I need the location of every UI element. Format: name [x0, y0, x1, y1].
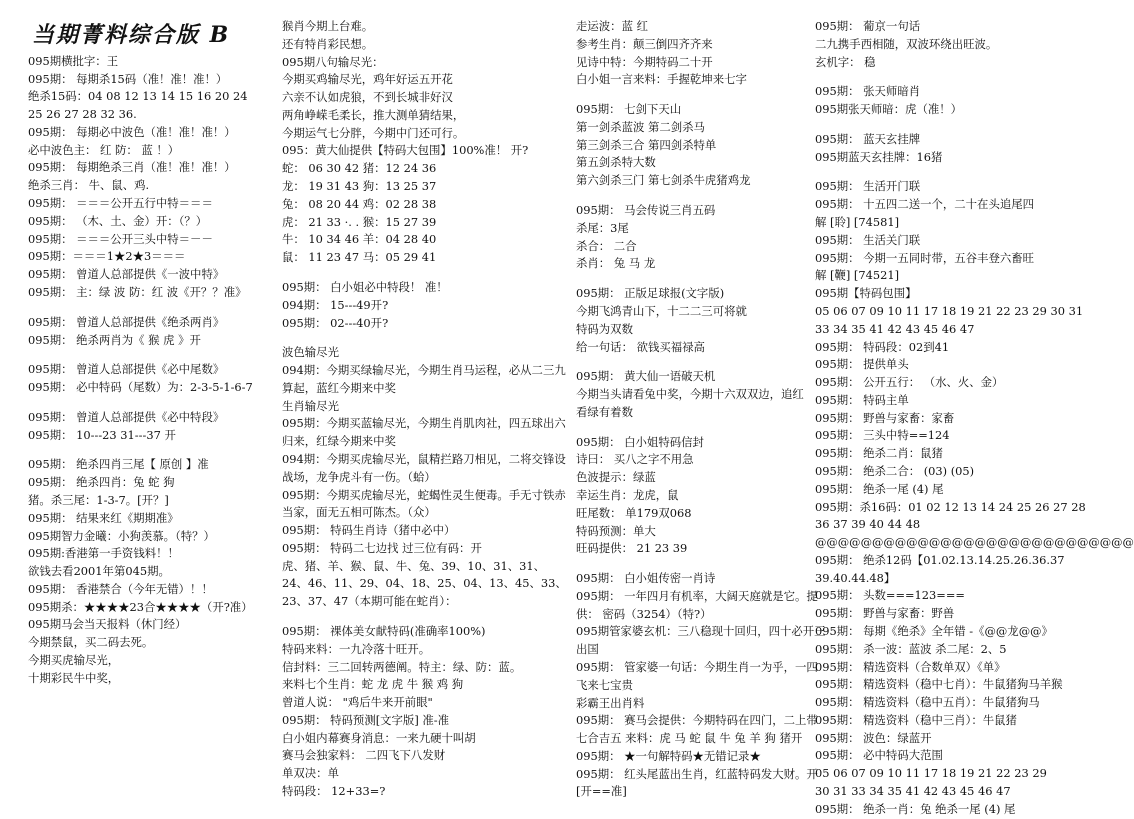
- text-line: 今期运气七分胖，今期中门还可行。: [282, 125, 465, 140]
- text-line: 杀肖： 兔 马 龙: [576, 256, 656, 271]
- text-line: 095期： ★一句解特码★无错记录★: [576, 748, 761, 763]
- spacer: [28, 349, 268, 361]
- text-line: 算起，蓝红今期来中奖: [282, 380, 396, 395]
- text-line: 095期： 葡京一句话: [815, 19, 921, 33]
- text-line: 095期： 正版足球报(文字版): [576, 286, 725, 301]
- spacer: [576, 190, 808, 202]
- text-line: 十期彩民牛中奖，: [28, 670, 120, 685]
- text-line: 095期： 绝杀四肖三尾【 原创 】准: [28, 457, 209, 472]
- text-line: 095期： 必中特码（尾数）为：2-3-5-1-6-7: [28, 380, 253, 395]
- text-line: 095期： 曾道人总部提供《必中尾数》: [28, 362, 225, 377]
- text-line: 095期： 绝杀四肖：兔 蛇 狗: [28, 475, 175, 490]
- text-line: 战场，龙争虎斗有一伤。（蛤）: [282, 469, 436, 484]
- text-line: @@@@@@@@@@@@@@@@@@@@@@@@@@@@: [815, 535, 1134, 550]
- text-line: 095期： ＝＝＝公开三头中特＝－－: [28, 231, 213, 246]
- text-line: 095期： 提供单头: [815, 357, 909, 372]
- text-line: 095期： 精选资料（稳中七肖）：牛鼠猪狗马羊猴: [815, 677, 1063, 692]
- text-line: 095期： 特码二七边找 过三位有码：开: [282, 540, 482, 555]
- text-line: 095期： 绝杀一尾 (4) 尾: [815, 481, 944, 496]
- text-line: 33 34 35 41 42 43 45 46 47: [815, 321, 975, 336]
- text-line: 095期： 绝杀二肖：鼠猪: [815, 446, 943, 461]
- text-line: 虎： 21 33 ·. . 猴：15 27 39: [282, 214, 437, 229]
- text-line: 龙： 19 31 43 狗：13 25 37: [282, 179, 437, 194]
- text-line: 095期： 生活开门联: [815, 179, 921, 194]
- text-line: 095期： 蓝天玄挂牌: [815, 131, 921, 146]
- text-line: 095期： ＝＝＝公开五行中特＝＝＝: [28, 196, 213, 211]
- text-line: 095期： 精选资料（稳中五肖）：牛鼠猪狗马: [815, 695, 1040, 710]
- text-line: 095期： 裸体美女献特码(准确率100%): [282, 624, 486, 638]
- text-line: 25 26 27 28 32 36.: [28, 107, 137, 122]
- text-line: 第五剑杀特大数: [576, 155, 656, 170]
- text-line: 095期： 马会传说三肖五码: [576, 203, 716, 218]
- text-line: 杀合： 二合: [576, 238, 637, 253]
- text-line: 特码预测：单大: [576, 523, 656, 538]
- spacer: [576, 558, 808, 570]
- text-line: 猴肖今期上台难。: [282, 19, 374, 33]
- text-line: 095期： 绝杀两肖为《 猴 虎 》开: [28, 332, 201, 347]
- spacer: [282, 267, 550, 279]
- column-3: [576, 18, 826, 801]
- text-line: 05 06 07 09 10 11 17 18 19 21 22 23 29: [815, 766, 1047, 781]
- text-line: 095期： （木、土、金）开：（？）: [28, 213, 208, 228]
- text-line: 095期： 杀一波：蓝波 杀二尾：2、5: [815, 641, 1007, 656]
- text-line: 出国: [576, 642, 599, 657]
- text-line: 白小姐内幕赛身消息：一来九硬十叫胡: [282, 730, 476, 745]
- text-line: 095期： 白小姐传密一肖诗: [576, 571, 716, 586]
- spacer: [576, 89, 808, 101]
- text-line: 095期： 赛马会提供：今期特码在四门，二上带: [576, 713, 818, 728]
- spacer: [815, 119, 1073, 131]
- text-line: 095期【特码包围】: [815, 286, 917, 301]
- text-line: 095期蓝天玄挂牌：16猪: [815, 149, 943, 164]
- text-line: 第六剑杀三门 第七剑杀牛虎猪鸡龙: [576, 173, 751, 188]
- text-line: 095期： 绝杀一肖：兔 绝杀一尾 (4) 尾: [815, 801, 1016, 816]
- text-line: 诗曰： 买八之字不用急: [576, 452, 694, 467]
- spacer: [282, 611, 550, 623]
- text-line: 今期买虎输尽光，: [28, 653, 120, 668]
- text-line: 旺码提供： 21 23 39: [576, 541, 688, 556]
- text-line: 归来，红绿今期来中奖: [282, 434, 396, 449]
- text-line: 来料七个生肖：蛇 龙 虎 牛 猴 鸡 狗: [282, 677, 464, 692]
- text-line: [开==准]: [576, 784, 627, 799]
- text-line: 094期：今期买虎输尽光，鼠精拦路刀相见，二将交锋设: [282, 451, 566, 466]
- spacer: [282, 332, 550, 344]
- text-line: 095期： 10---23 31---37 开: [28, 427, 176, 442]
- text-line: 蛇： 06 30 42 猪：12 24 36: [282, 161, 437, 176]
- text-line: 还有特肖彩民想。: [282, 36, 374, 51]
- text-line: 杀尾：3尾: [576, 220, 629, 235]
- column-1: [28, 18, 268, 688]
- text-line: 095期： 每期绝杀三肖（准！准！准！）: [28, 160, 236, 175]
- text-line: 两角峥嵘毛柔长，推大测单猜结果，: [282, 107, 465, 122]
- text-line: 第一剑杀蓝波 第二剑杀马: [576, 119, 705, 134]
- text-line: 牛： 10 34 46 羊：04 28 40: [282, 232, 437, 247]
- text-line: 特码来料：一九冷落十旺开。: [282, 641, 431, 656]
- text-line: 兔： 08 20 44 鸡：02 28 38: [282, 196, 437, 211]
- text-line: 095期马会当天报料（休门经）: [28, 617, 187, 632]
- text-line: 彩霸王出肖料: [576, 695, 645, 710]
- text-line: 095期：＝＝＝1★2★3＝＝＝: [28, 249, 186, 264]
- text-line: 走运波：蓝 红: [576, 19, 648, 33]
- text-line: 必中波色主： 红 防： 蓝 ！）: [28, 142, 180, 157]
- text-line: 绝杀15码：04 08 12 13 14 15 16 20 24: [28, 89, 248, 104]
- text-line: 绝杀三肖： 牛、鼠、鸡.: [28, 178, 150, 193]
- text-line: 095期： 头数===123===: [815, 588, 965, 603]
- text-line: 05 06 07 09 10 11 17 18 19 21 22 23 29 30 31: [815, 303, 1084, 318]
- text-line: 二九携手西相随，双波环绕出旺波。: [815, 36, 998, 51]
- column-2: [282, 18, 567, 801]
- text-line: 095期： 主：绿 波 防：红 波《开？？准》: [28, 284, 247, 299]
- text-line: 今期飞鸿青山下，十二二三可将就: [576, 303, 747, 318]
- text-line: 095期： 一年四月有机率，大阔天庭就是它。提: [576, 588, 818, 603]
- text-line: 波色输尽光: [282, 345, 339, 360]
- spacer: [815, 71, 1073, 83]
- text-line: 095期： 每期《绝杀》全年错 -《@@龙@@》: [815, 624, 1053, 638]
- text-line: 供： 密码（3254）（特?）: [576, 606, 712, 621]
- text-line: 给一句话： 欲钱买福禄高: [576, 339, 705, 354]
- spacer: [576, 273, 808, 285]
- text-line: 095期： 野兽与家畜：家畜: [815, 410, 955, 425]
- text-line: 095期： 公开五行： （水、火、金）: [815, 375, 1004, 390]
- text-line: 095期： 白小姐必中特段！ 准！: [282, 279, 448, 294]
- text-line: 095期： 结果来红《期期准》: [28, 510, 179, 525]
- text-line: 095期智力金曦：小狗羡慕。（特？）: [28, 528, 215, 543]
- text-line: 欲钱去看2001年第045期。: [28, 564, 170, 579]
- text-line: 幸运生肖：龙虎，鼠: [576, 487, 679, 502]
- spacer: [28, 444, 268, 456]
- text-line: 当家，面无五相可陈杰。（众）: [282, 505, 436, 520]
- text-line: 生肖输尽光: [282, 398, 339, 413]
- text-line: 六亲不认如虎狼，不到长城非好汉: [282, 90, 453, 105]
- text-line: 095期： 绝杀12码【01.02.13.14.25.26.36.37: [815, 552, 1065, 567]
- text-line: 095期： 今期一五同时带，五谷丰登六畜旺: [815, 250, 1035, 265]
- text-line: 白小姐一言来料：手握乾坤来七字: [576, 72, 747, 87]
- sheet-title: 当期菁料综合版 B: [32, 22, 231, 48]
- text-line: 猪。杀三尾：1-3-7。[开？]: [28, 492, 169, 507]
- text-line: 旺尾数： 单179双068: [576, 505, 692, 520]
- text-line: 信封料：三二回转两德阐。特主：绿、防：蓝。: [282, 659, 522, 674]
- text-line: 095期横批字：王: [28, 53, 119, 68]
- text-line: 玄机字： 稳: [815, 54, 876, 69]
- text-line: 见诗中特：今期特码二十开: [576, 54, 713, 69]
- column-4: [815, 18, 1134, 819]
- text-line: 095期： 特码段：02到41: [815, 339, 950, 354]
- text-line: 色波提示：绿蓝: [576, 470, 656, 485]
- text-line: 095期： 管家婆一句话：今期生肖一为乎，一四: [576, 660, 818, 674]
- spacer: [28, 397, 268, 409]
- text-line: 第三剑杀三合 第四剑杀特单: [576, 137, 717, 152]
- text-line: 095期： 曾道人总部提供《绝杀两肖》: [28, 314, 225, 329]
- text-line: 095期： 曾道人总部提供《必中特段》: [28, 409, 225, 424]
- text-line: 095期：今期买虎输尽光，蛇蝎性灵生便毒。手无寸铁赤: [282, 487, 566, 502]
- text-line: 095期： 张天师暗肖: [815, 84, 921, 99]
- spacer: [576, 356, 808, 368]
- text-line: 七合吉五 来料：虎 马 蛇 鼠 牛 兔 羊 狗 猪开: [576, 731, 803, 746]
- text-line: 095期： 香港禁合（今年无错）！！: [28, 581, 213, 596]
- text-line: 曾道人说： "鸡后牛来开前眼": [282, 695, 433, 710]
- text-line: 虎、猪、羊、猴、鼠、牛、兔、39、10、31、31、: [282, 558, 546, 573]
- text-line: 095期： 七剑下天山: [576, 102, 682, 117]
- text-line: 特码段： 12+33=?: [282, 784, 386, 799]
- text-line: 单双决：单: [282, 766, 339, 781]
- text-line: 095期： 波色：绿蓝开: [815, 730, 932, 745]
- text-line: 30 31 33 34 35 41 42 43 45 46 47: [815, 784, 1011, 799]
- text-line: 特码为双数: [576, 321, 633, 336]
- text-line: 095期：今期买蓝输尽光，今期生肖肌肉社，四五球出六: [282, 416, 566, 431]
- text-line: 095期： 生活关门联: [815, 232, 921, 247]
- text-line: 095期： 特码生肖诗（猪中必中）: [282, 523, 456, 538]
- text-line: 24、46、11、29、04、18、25、04、13、45、33、: [282, 576, 567, 591]
- text-line: 095期： 红头尾蓝出生肖，红蓝特码发大财。开: [576, 766, 818, 781]
- text-line: 095期： 绝杀二合： (03) (05): [815, 463, 975, 478]
- text-line: 095期： 精选资料（合数单双）《单》: [815, 659, 1006, 674]
- text-line: 参考生肖：颠三倒四齐齐来: [576, 36, 713, 51]
- text-line: 095期张天师暗：虎（准！）: [815, 102, 963, 117]
- text-line: 36 37 39 40 44 48: [815, 517, 921, 532]
- text-line: 095期： 每期必中波色（准！准！准！）: [28, 124, 236, 139]
- text-line: 095期杀：★★★★23合★★★★（开?准）: [28, 599, 253, 614]
- text-line: 赛马会独家料： 二四飞下八发财: [282, 748, 446, 763]
- text-line: 飞来七宝贵: [576, 677, 633, 692]
- text-line: 094期： 15---49开?: [282, 297, 389, 312]
- text-line: 094期：今期买绿输尽光，今期生肖马运程，必从二三九: [282, 363, 566, 378]
- text-line: 095期：杀16码：01 02 12 13 14 24 25 26 27 28: [815, 499, 1086, 514]
- text-line: 095：黄大仙提供【特码大包围】100%准！ 开?: [282, 143, 529, 158]
- text-line: 095期： 十五四二送一个，二十在头追尾四: [815, 197, 1035, 212]
- text-line: 今期当头请看兔中奖，今期十六双双边，追红: [576, 387, 804, 402]
- spacer: [815, 166, 1073, 178]
- text-line: 今期禁鼠，买二码去死。: [28, 635, 154, 650]
- text-line: 095期： 三头中特==124: [815, 428, 950, 443]
- text-line: 095期： 02---40开?: [282, 315, 389, 330]
- text-line: 095期:香港第一手资钱料！！: [28, 546, 179, 561]
- text-line: 095期： 每期杀15码（准！准！准！）: [28, 71, 228, 86]
- text-line: 095期： 曾道人总部提供《一波中特》: [28, 267, 225, 282]
- text-line: 看绿有着数: [576, 404, 633, 419]
- text-line: 39.40.44.48】: [815, 570, 896, 585]
- text-line: 095期： 特码预测[文字版] 准-准: [282, 712, 450, 727]
- text-line: 鼠： 11 23 47 马：05 29 41: [282, 250, 437, 265]
- spacer: [28, 302, 268, 314]
- text-line: 今期买鸡输尽光，鸡年好运五开花: [282, 72, 453, 87]
- text-line: 解 [聆] [74581]: [815, 215, 900, 230]
- text-line: 095期： 特码主单: [815, 392, 909, 407]
- text-line: 23、37、47（本期可能在蛇肖）：: [282, 594, 457, 609]
- text-line: 解 [鞭] [74521]: [815, 268, 900, 283]
- text-line: 095期： 必中特码大范围: [815, 748, 943, 763]
- text-line: 095期： 野兽与家畜：野兽: [815, 606, 955, 621]
- text-line: 095期： 黄大仙一语破天机: [576, 369, 716, 384]
- spacer: [576, 422, 808, 434]
- text-line: 095期： 白小姐特码信封: [576, 434, 704, 449]
- text-line: 095期管家婆玄机：三八稳现十回归，四十必开三: [576, 624, 826, 639]
- text-line: 095期： 精选资料（稳中三肖）：牛鼠猪: [815, 712, 1017, 727]
- text-line: 095期八句输尽光：: [282, 54, 384, 69]
